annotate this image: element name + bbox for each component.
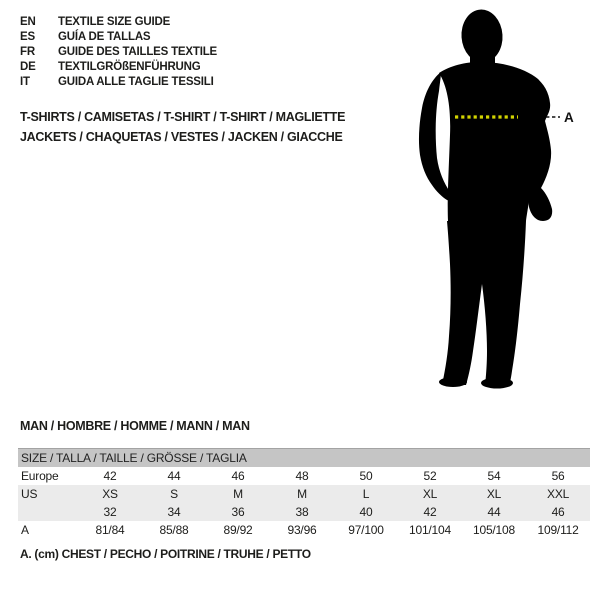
table-cell: 44 — [167, 468, 181, 483]
language-row — [20, 60, 217, 75]
language-list — [20, 15, 217, 90]
table-cell: 109/112 — [537, 522, 579, 537]
table-cell: 44 — [462, 503, 526, 521]
table-cell: 93/96 — [287, 522, 317, 537]
product-line-tshirts: T-SHIRTS / CAMISETAS / T-SHIRT / T-SHIRT / MAGLIETTE — [20, 110, 346, 124]
product-category-lines — [20, 107, 345, 147]
man-silhouette-figure — [375, 5, 585, 390]
section-title-man: MAN / HOMBRE / HOMME / MANN / MAN — [20, 419, 250, 433]
size-table-header: SIZE / TALLA / TAILLE / GRÖSSE / TAGLIA — [18, 449, 590, 467]
table-cell: M — [270, 485, 334, 503]
table-cell: 50 — [359, 468, 373, 483]
chest-measure-footnote: A. (cm) CHEST / PECHO / POITRINE / TRUHE / PETTO — [20, 547, 311, 561]
table-cell: 42 — [398, 503, 462, 521]
table-cell: 85/88 — [159, 522, 189, 537]
table-row-chest-a — [18, 521, 590, 539]
table-cell: 48 — [295, 468, 309, 483]
size-table — [18, 448, 590, 539]
table-cell: 97/100 — [348, 522, 384, 537]
table-cell: 46 — [526, 503, 590, 521]
row-label: US — [18, 485, 78, 503]
language-code: EN — [20, 16, 36, 28]
language-row — [20, 75, 217, 90]
language-title: GUIDE DES TAILLES TEXTILE — [58, 46, 217, 58]
row-label: A — [21, 522, 29, 537]
row-label: Europe — [21, 468, 59, 483]
table-cell: XL — [462, 485, 526, 503]
table-row-us — [18, 485, 590, 503]
table-cell: L — [334, 485, 398, 503]
table-cell: 81/84 — [95, 522, 125, 537]
language-row — [20, 45, 217, 60]
table-cell: 56 — [551, 468, 565, 483]
language-row — [20, 15, 217, 30]
table-row-europe — [18, 467, 590, 485]
table-cell: 42 — [103, 468, 117, 483]
table-cell: M — [206, 485, 270, 503]
language-code: IT — [20, 76, 30, 88]
measurement-label-a: A — [564, 110, 574, 125]
row-label — [18, 503, 78, 521]
table-cell: 38 — [270, 503, 334, 521]
language-title: GUÍA DE TALLAS — [58, 31, 151, 43]
table-cell: XL — [398, 485, 462, 503]
language-title: TEXTILGRÖßENFÜHRUNG — [58, 61, 201, 73]
table-cell: 105/108 — [473, 522, 515, 537]
product-line-jackets: JACKETS / CHAQUETAS / VESTES / JACKEN / GIACCHE — [20, 130, 343, 144]
table-cell: 36 — [206, 503, 270, 521]
table-cell: 40 — [334, 503, 398, 521]
table-cell: 46 — [231, 468, 245, 483]
table-cell: XS — [78, 485, 142, 503]
table-cell: 34 — [142, 503, 206, 521]
table-cell: XXL — [526, 485, 590, 503]
table-cell: S — [142, 485, 206, 503]
size-table-header-row — [18, 449, 590, 467]
language-code: ES — [20, 31, 35, 43]
language-title: TEXTILE SIZE GUIDE — [58, 16, 171, 28]
table-cell: 89/92 — [223, 522, 253, 537]
table-cell: 54 — [487, 468, 501, 483]
language-code: FR — [20, 46, 35, 58]
table-row-numeric — [18, 503, 590, 521]
language-code: DE — [20, 61, 36, 73]
language-title: GUIDA ALLE TAGLIE TESSILI — [58, 76, 214, 88]
man-silhouette-icon — [375, 5, 585, 390]
table-cell: 32 — [78, 503, 142, 521]
language-row — [20, 30, 217, 45]
table-cell: 52 — [423, 468, 437, 483]
table-cell: 101/104 — [409, 522, 451, 537]
